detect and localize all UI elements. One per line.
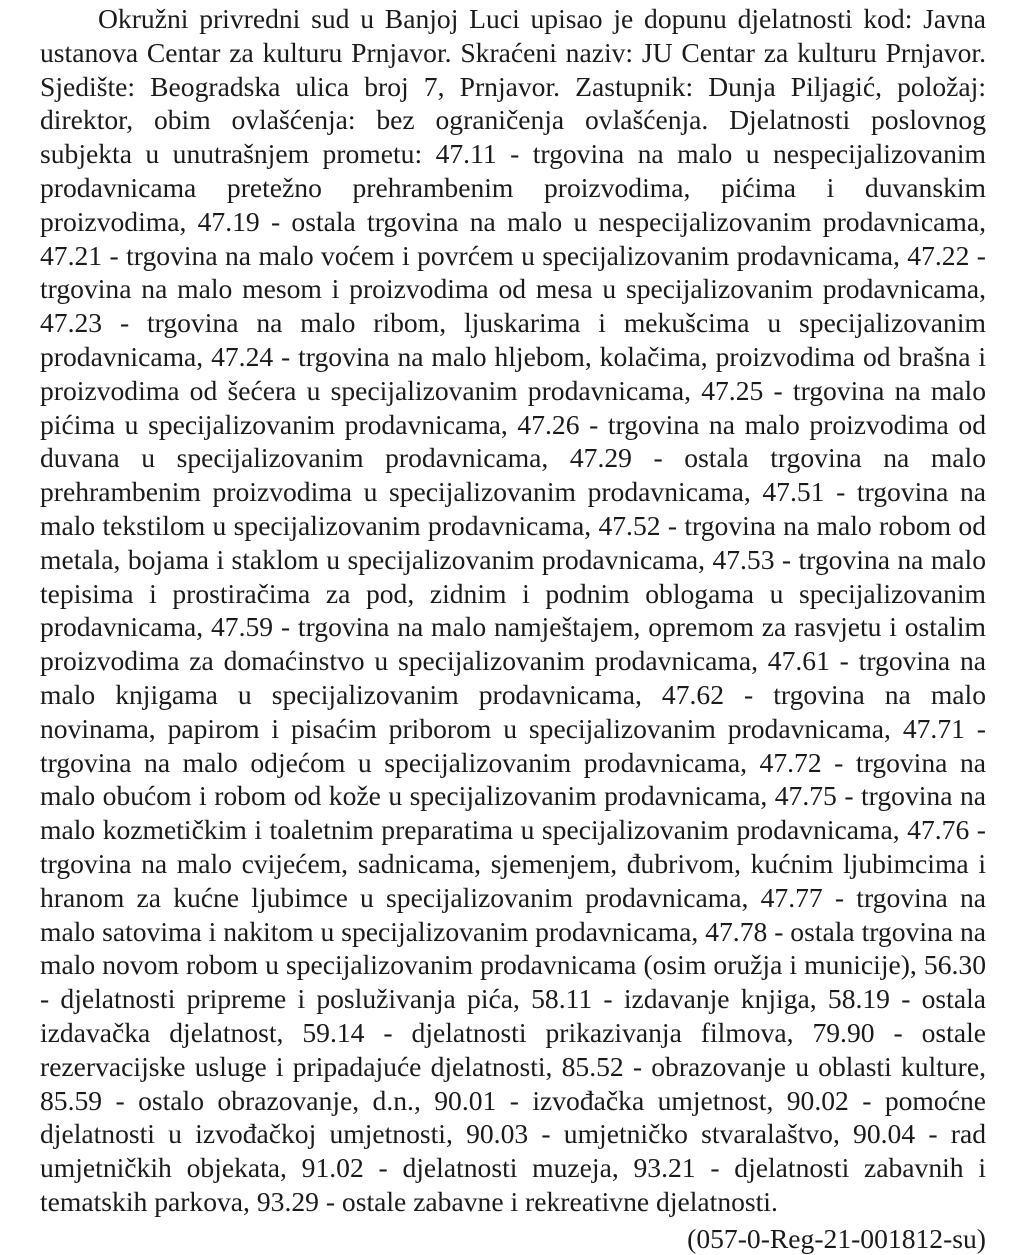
registration-number: (057-0-Reg-21-001812-su) (687, 1222, 986, 1254)
registry-notice (40, 2, 986, 1255)
notice-body-text: Okružni privredni sud u Banjoj Luci upisao je dopunu djelatnosti kod: Javna ustanova Centar za kulturu Prnjavor. Skraćeni naziv: JU Centar za kulturu Prnjavor. Sjedište: Beogradska ulica broj 7, Prnjavor. Zastupnik: Dunja Piljagić, položaj: direktor, obim ovlašćenja: bez ograničenja ovlašćenja. Djelatnosti poslovnog subjekta u unutrašnjem prometu: 47.11 - trgovina na malo u nespecijalizovanim prodavnicama pretežno prehrambenim proizvodima, pićima i duvanskim proizvodima, 47.19 - ostala trgovina na malo u nespecijalizovanim prodavnicama, 47.21 - trgovina na malo voćem i povrćem u specijalizovanim prodavnicama, 47.22 - trgovina na malo mesom i proizvodima od mesa u specijalizovanim prodavnicama, 47.23 - trgovina na malo ribom, ljuskarima i mekušcima u specijalizovanim prodavnicama, 47.24 - trgovina na malo hljebom, kolačima, proizvodima od brašna i proizvodima od šećera u specijalizovanim prodavnicama, 47.25 - trgovina na malo pićima u specijalizovanim prodavnicama, 47.26 - trgovina na malo proizvodima od duvana u specijalizovanim prodavnicama, 47.29 - ostala trgovina na malo prehrambenim proizvodima u specijalizovanim prodavnicama, 47.51 - trgovina na malo tekstilom u specijalizovanim prodavnicama, 47.52 - trgovina na malo robom od metala, bojama i staklom u specijalizovanim prodavnicama, 47.53 - trgovina na malo tepisima i prostiračima za pod, zidnim i podnim oblogama u specijalizovanim prodavnicama, 47.59 - trgovina na malo namještajem, opremom za rasvjetu i ostalim proizvodima za domaćinstvo u specijalizovanim prodavnicama, 47.61 - trgovina na malo knjigama u specijalizovanim prodavnicama, 47.62 - trgovina na malo novinama, papirom i pisaćim priborom u specijalizovanim prodavnicama, 47.71 - trgovina na malo odjećom u specijalizovanim prodavnicama, 47.72 - trgovina na malo obućom i robom od kože u specijalizovanim prodavnicama, 47.75 - trgovina na malo kozmetičkim i toaletnim preparatima u specijalizovanim prodavnicama, 47.76 - trgovina na malo cvijećem, sadnicama, sjemenjem, đubrivom, kućnim ljubimcima i hranom za kućne ljubimce u specijalizovanim prodavnicama, 47.77 - trgovina na malo satovima i nakitom u specijalizovanim prodavnicama, 47.78 - ostala trgovina na malo novom robom u specijalizovanim prodavnicama (osim oružja i municije), 56.30 - djelatnosti pripreme i posluživanja pića, 58.11 - izdavanje knjiga, 58.19 - ostala izdavačka djelatnost, 59.14 - djelatnosti prikazivanja filmova, 79.90 - ostale rezervacijske usluge i pripadajuće djelatnosti, 85.52 - obrazovanje u oblasti kulture, 85.59 - ostalo obrazovanje, d.n., 90.01 - izvođačka umjetnost, 90.02 - pomoćne djelatnosti u izvođačkoj umjetnosti, 90.03 - umjetničko stvaralaštvo, 90.04 - rad umjetničkih objekata, 91.02 - djelatnosti muzeja, 93.21 - djelatnosti zabavnih i tematskih parkova, 93.29 - ostale zabavne i rekreativne djelatnosti. (40, 3, 986, 1217)
